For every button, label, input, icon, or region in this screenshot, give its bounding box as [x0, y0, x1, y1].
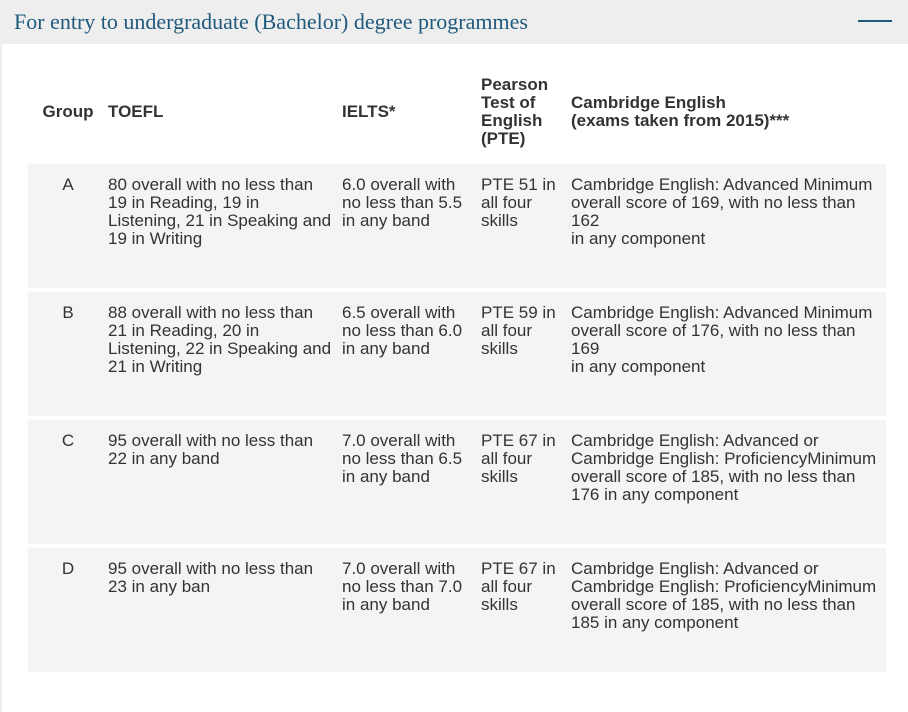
- cell-cambridge: [571, 420, 886, 544]
- cambridge-line: Cambridge English: Advanced Minimum: [571, 175, 873, 194]
- table-row: [28, 164, 886, 288]
- cell-group: C: [28, 420, 108, 544]
- cell-pte: PTE 51 in all four skills: [481, 164, 571, 288]
- header-group: Group: [42, 102, 94, 121]
- minus-icon: [858, 20, 892, 22]
- table-row: [28, 548, 886, 672]
- cambridge-line: overall score of 176, with no less than 169: [571, 321, 856, 358]
- cambridge-line: in any component: [571, 357, 706, 376]
- cell-pte: PTE 59 in all four skills: [481, 292, 571, 416]
- cambridge-line: Cambridge English: Advanced Minimum: [571, 303, 873, 322]
- cell-group: D: [28, 548, 108, 672]
- cell-ielts: 7.0 overall with no less than 7.0 in any band: [342, 548, 481, 672]
- cell-group: A: [28, 164, 108, 288]
- header-toefl: TOEFL: [108, 102, 164, 121]
- header-cambridge-line: Cambridge English: [571, 93, 726, 112]
- header-ielts: IELTS*: [342, 102, 396, 121]
- cell-pte: PTE 67 in all four skills: [481, 548, 571, 672]
- cell-cambridge: [571, 548, 886, 672]
- cell-ielts: 7.0 overall with no less than 6.5 in any band: [342, 420, 481, 544]
- cambridge-line: overall score of 169, with no less than 162: [571, 193, 856, 230]
- accordion-header[interactable]: [0, 0, 908, 44]
- table-header-row: [28, 66, 886, 160]
- collapse-toggle-button[interactable]: [852, 6, 900, 36]
- cell-ielts: 6.5 overall with no less than 6.0 in any band: [342, 292, 481, 416]
- cell-ielts: 6.0 overall with no less than 5.5 in any band: [342, 164, 481, 288]
- table-row: [28, 420, 886, 544]
- header-cambridge-line: (exams taken from 2015)***: [571, 111, 790, 130]
- cambridge-line: in any component: [571, 229, 706, 248]
- cell-group: B: [28, 292, 108, 416]
- header-cambridge: [571, 66, 886, 160]
- accordion-title[interactable]: For entry to undergraduate (Bachelor) degree programmes: [14, 9, 528, 34]
- cell-cambridge: [571, 292, 886, 416]
- header-pte: Pearson Test of English (PTE): [481, 75, 549, 148]
- cell-toefl: 95 overall with no less than 23 in any ban: [108, 548, 342, 672]
- cell-toefl: 95 overall with no less than 22 in any band: [108, 420, 342, 544]
- cell-toefl: 80 overall with no less than 19 in Reading, 19 in Listening, 21 in Speaking and 19 in Writing: [108, 164, 342, 288]
- english-requirements-table: [28, 62, 886, 676]
- cell-pte: PTE 67 in all four skills: [481, 420, 571, 544]
- cambridge-line: Cambridge English: Advanced or Cambridge English: ProficiencyMinimum overall score of 185, with no less than 176 in any component: [571, 431, 877, 504]
- cell-toefl: 88 overall with no less than 21 in Reading, 20 in Listening, 22 in Speaking and 21 in Writing: [108, 292, 342, 416]
- cell-cambridge: [571, 164, 886, 288]
- table-row: [28, 292, 886, 416]
- cambridge-line: Cambridge English: Advanced or Cambridge English: ProficiencyMinimum overall score of 185, with no less than 185 in any component: [571, 559, 877, 632]
